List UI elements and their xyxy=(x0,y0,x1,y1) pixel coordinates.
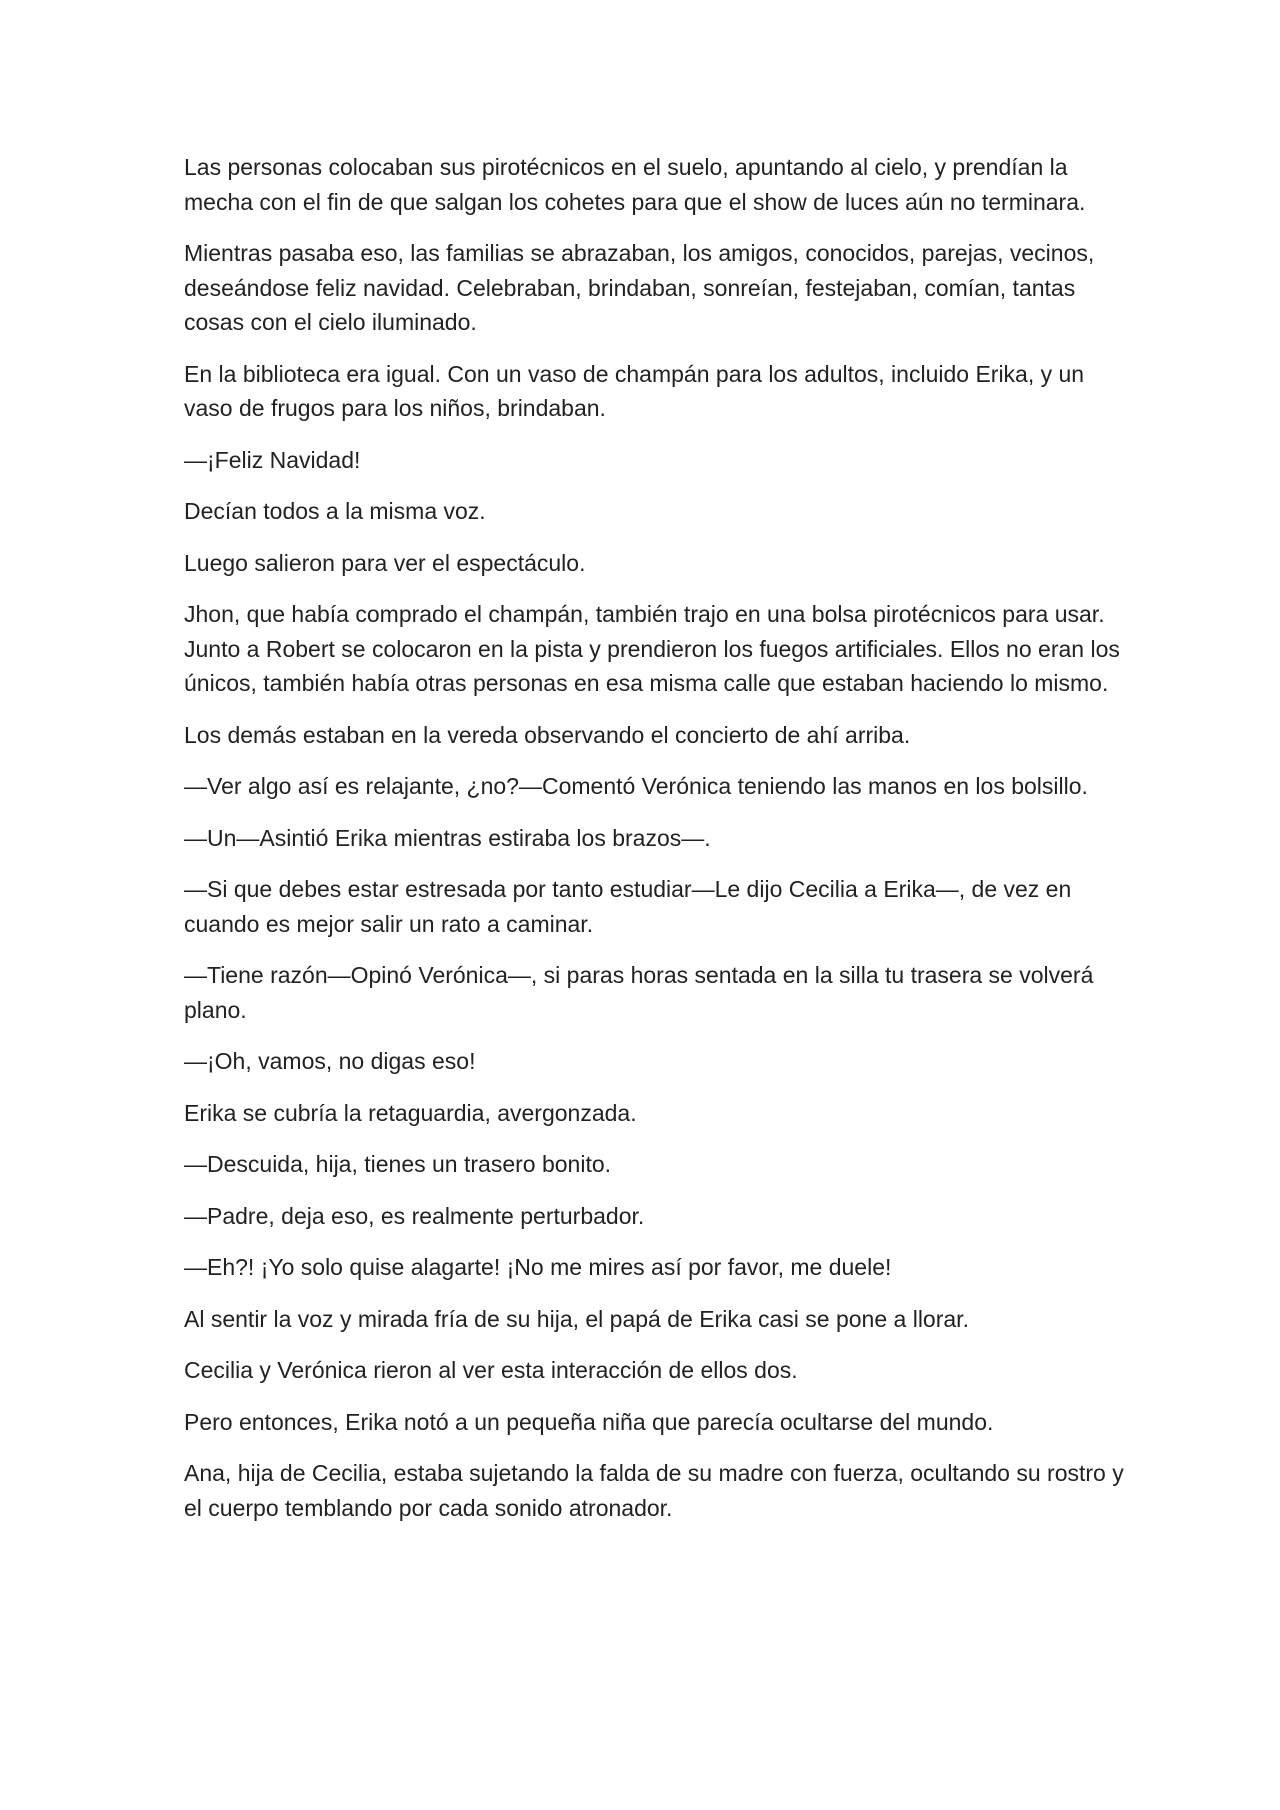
paragraph: Los demás estaban en la vereda observando el concierto de ahí arriba. xyxy=(184,721,911,748)
paragraph: Mientras pasaba eso, las familias se abrazaban, los amigos, conocidos, parejas, vecinos, deseándose feliz navidad. Celebraban, brindaban, sonreían, festejaban, comían, tantas cosas con el cielo iluminado. xyxy=(184,240,1095,335)
paragraph: Luego salieron para ver el espectáculo. xyxy=(184,549,586,576)
dialogue-line: —Eh?! ¡Yo solo quise alagarte! ¡No me mires así por favor, me duele! xyxy=(184,1254,892,1280)
paragraph: Ana, hija de Cecilia, estaba sujetando la falda de su madre con fuerza, ocultando su rostro y el cuerpo temblando por cada sonido atronador. xyxy=(184,1460,1124,1521)
paragraph: En la biblioteca era igual. Con un vaso de champán para los adultos, incluido Erika, y un vaso de frugos para los niños, brindaban. xyxy=(184,360,1085,421)
document-body xyxy=(184,150,1124,1542)
paragraph: Erika se cubría la retaguardia, avergonzada. xyxy=(184,1099,637,1126)
dialogue-line: —¡Oh, vamos, no digas eso! xyxy=(184,1048,476,1074)
paragraph: Jhon, que había comprado el champán, también trajo en una bolsa pirotécnicos para usar. Junto a Robert se colocaron en la pista y prendieron los fuegos artificiales. Ellos no eran los únicos, también había otras personas en esa misma calle que estaban haciendo lo mismo. xyxy=(184,601,1120,696)
dialogue-line: —Si que debes estar estresada por tanto estudiar—Le dijo Cecilia a Erika—, de vez en cuando es mejor salir un rato a caminar. xyxy=(184,876,1072,937)
dialogue-line: —¡Feliz Navidad! xyxy=(184,446,361,473)
paragraph: Pero entonces, Erika notó a un pequeña niña que parecía ocultarse del mundo. xyxy=(184,1408,994,1435)
paragraph: Decían todos a la misma voz. xyxy=(184,498,486,524)
dialogue-line: —Ver algo así es relajante, ¿no?—Comentó Verónica teniendo las manos en los bolsillo. xyxy=(184,773,1088,799)
paragraph: Al sentir la voz y mirada fría de su hija, el papá de Erika casi se pone a llorar. xyxy=(184,1305,969,1332)
paragraph: Las personas colocaban sus pirotécnicos en el suelo, apuntando al cielo, y prendían la mecha con el fin de que salgan los cohetes para que el show de luces aún no terminara. xyxy=(184,154,1086,215)
dialogue-line: —Padre, deja eso, es realmente perturbador. xyxy=(184,1202,645,1229)
dialogue-line: —Descuida, hija, tienes un trasero bonito. xyxy=(184,1151,612,1177)
paragraph: Cecilia y Verónica rieron al ver esta interacción de ellos dos. xyxy=(184,1357,798,1383)
dialogue-line: —Un—Asintió Erika mientras estiraba los brazos—. xyxy=(184,824,711,851)
dialogue-line: —Tiene razón—Opinó Verónica—, si paras horas sentada en la silla tu trasera se volverá plano. xyxy=(184,962,1094,1023)
